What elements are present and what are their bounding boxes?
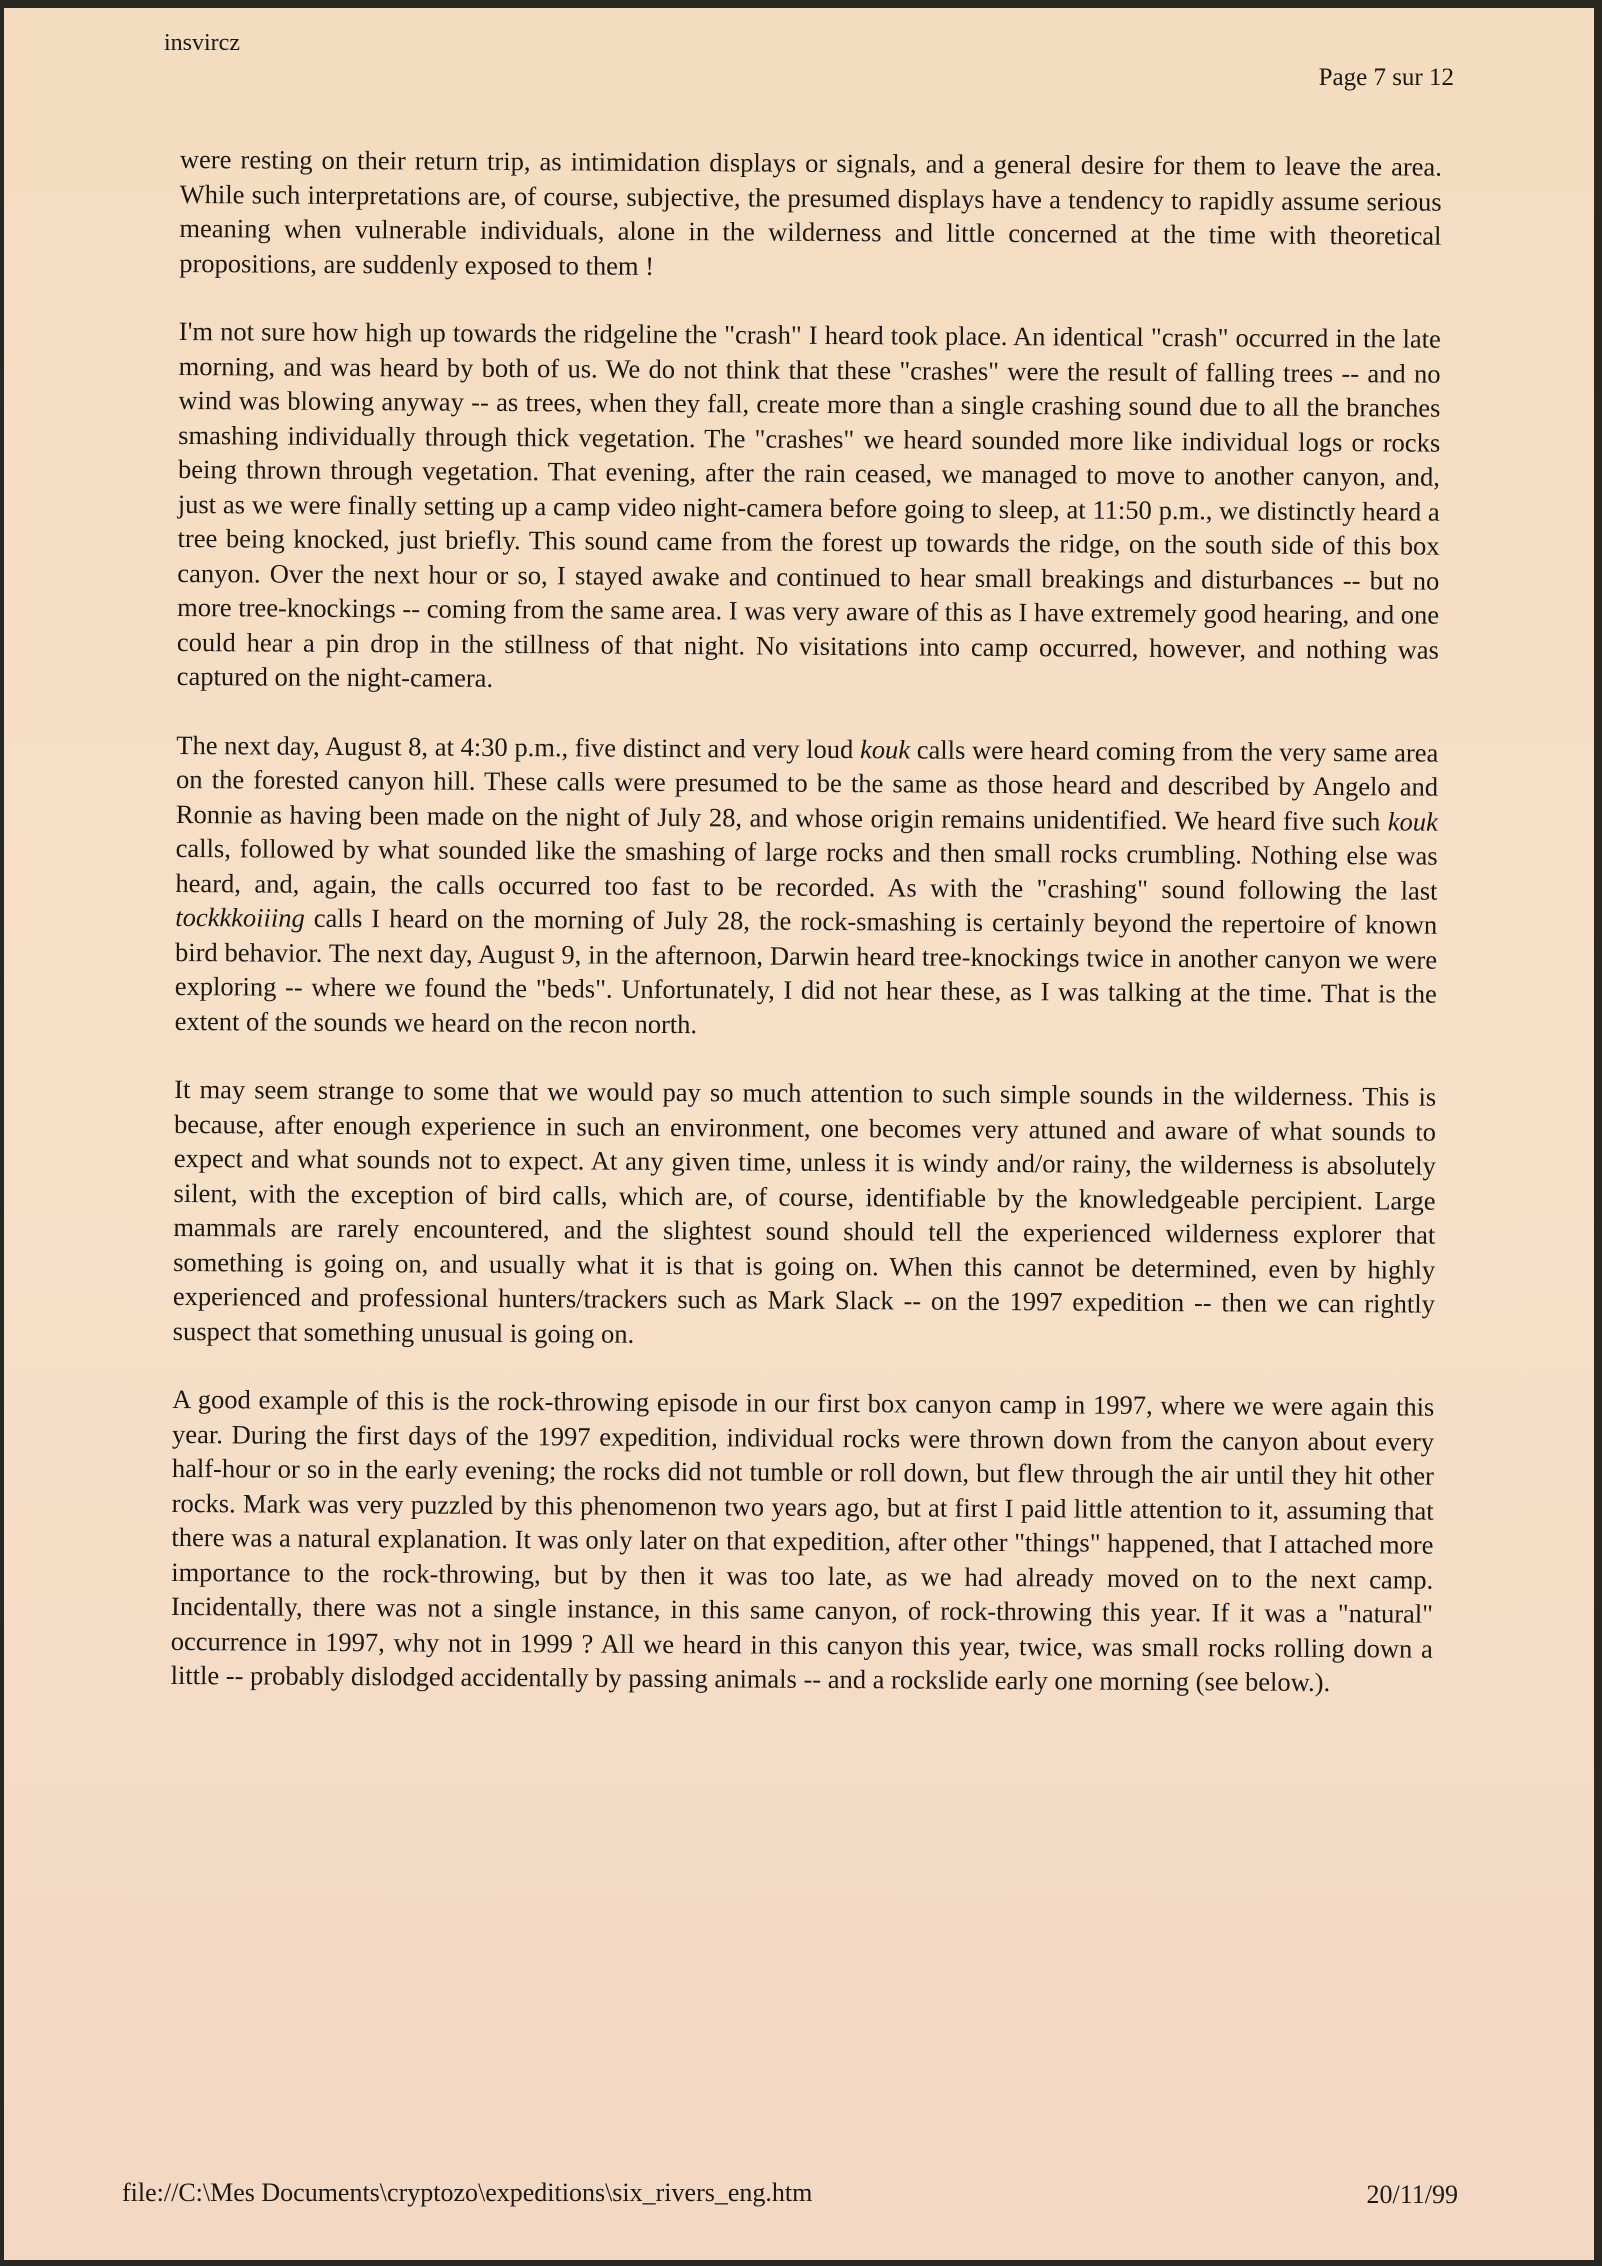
paragraph: [179, 142, 1442, 288]
text-segment: were resting on their return trip, as intimidation displays or signals, and a general desire for them to leave the area. While such interpretations are, of course, subjective, the presumed displays have a tendency to rapidly assume serious meaning when vulnerable individuals, alone in the wilderness and little concerned at the time with theoretical propositions, are suddenly exposed to them !: [179, 143, 1442, 281]
italic-term: tockkkoiiing: [175, 901, 305, 933]
footer-date: 20/11/99: [1366, 2180, 1458, 2209]
italic-term: kouk: [1387, 805, 1438, 837]
text-segment: The next day, August 8, at 4:30 p.m., five distinct and very loud: [176, 729, 861, 764]
text-segment: I'm not sure how high up towards the ridgeline the "crash" I heard took place. An identical "crash" occurred in the late morning, and was heard by both of us. We do not think that these "crashes" were the result of falling trees -- and no wind was blowing anyway -- as trees, when they fall, create more than a single crashing sound due to all the branches smashing individually through thick vegetation. The "crashes" we heard sounded more like individual logs or rocks being thrown through vegetation. That evening, after the rain ceased, we managed to move to another canyon, and, just as we were finally setting up a camp video night-camera before going to sleep, at 11:50 p.m., we distinctly heard a tree being knocked, just briefly. This sound came from the forest up towards the ridge, on the south side of this box canyon. Over the next hour or so, I stayed awake and continued to hear small breakings and disturbances -- but no more tree-knockings -- coming from the same area. I was very aware of this as I have extremely good hearing, and one could hear a pin drop in the stillness of that night. No visitations into camp occurred, however, and nothing was captured on the night-camera.: [176, 315, 1441, 693]
text-segment: calls, followed by what sounded like the smashing of large rocks and then small rocks crumbling. Nothing else was heard, and, again, the calls occurred too fast to be recorded. As with the "crashing" sound following the last: [175, 832, 1438, 906]
text-segment: calls were heard coming from the very same area on the forested canyon hill. These calls were presumed to be the same as those heard and described by Angelo and Ronnie as having been made on the night of July 28, and whose origin remains unidentified. We heard five such: [175, 733, 1439, 836]
page-number: Page 7 sur 12: [1318, 64, 1454, 91]
paragraph: [177, 314, 1441, 701]
paragraph: [175, 727, 1439, 1045]
document-body: [170, 142, 1442, 1734]
document-page: [4, 8, 1594, 2260]
paragraph: [171, 1382, 1435, 1700]
footer-file-path: file://C:\Mes Documents\cryptozo\expeditions\six_rivers_eng.htm: [122, 2178, 813, 2207]
text-segment: It may seem strange to some that we would pay so much attention to such simple sounds in the wilderness. This is because, after enough experience in such an environment, one becomes very attuned and aware of what sounds to expect and what sounds not to expect. At any given time, unless it is windy and/or rainy, the wilderness is absolutely silent, with the exception of bird calls, which are, of course, identifiable by the knowledgeable percipient. Large mammals are rarely encountered, and the slightest sound should tell the experienced wilderness explorer that something is going on, and usually what it is that is going on. When this cannot be determined, even by highly experienced and professional hunters/trackers such as Mark Slack -- on the 1997 expedition -- then we can rightly suspect that something unusual is going on.: [172, 1073, 1437, 1349]
text-segment: A good example of this is the rock-throwing episode in our first box canyon camp in 1997, where we were again this year. During the first days of the 1997 expedition, individual rocks were thrown down from the canyon about every half-hour or so in the early evening; the rocks did not tumble or roll down, but flew through the air until they hit other rocks. Mark was very puzzled by this phenomenon two years ago, but at first I paid little attention to it, assuming that there was a natural explanation. It was only later on that expedition, after other "things" happened, that I attached more importance to the rock-throwing, but by then it was too late, as we had already moved on to the next camp. Incidentally, there was not a single instance, in this same canyon, of rock-throwing this year. If it was a "natural" occurrence in 1997, why not in 1999 ? All we heard in this canyon this year, twice, was small rocks rolling down a little -- probably dislodged accidentally by passing animals -- and a rockslide early one morning (see below.).: [170, 1383, 1435, 1698]
text-segment: calls I heard on the morning of July 28, the rock-smashing is certainly beyond the repertoire of known bird behavior. The next day, August 9, in the afternoon, Darwin heard tree-knockings twice in another canyon we were exploring -- where we found the "beds". Unfortunately, I did not hear these, as I was talking at the time. That is the extent of the sounds we heard on the recon north.: [174, 902, 1438, 1039]
header-title: insvircz: [164, 30, 240, 56]
paragraph: [173, 1072, 1437, 1356]
italic-term: kouk: [859, 733, 911, 764]
